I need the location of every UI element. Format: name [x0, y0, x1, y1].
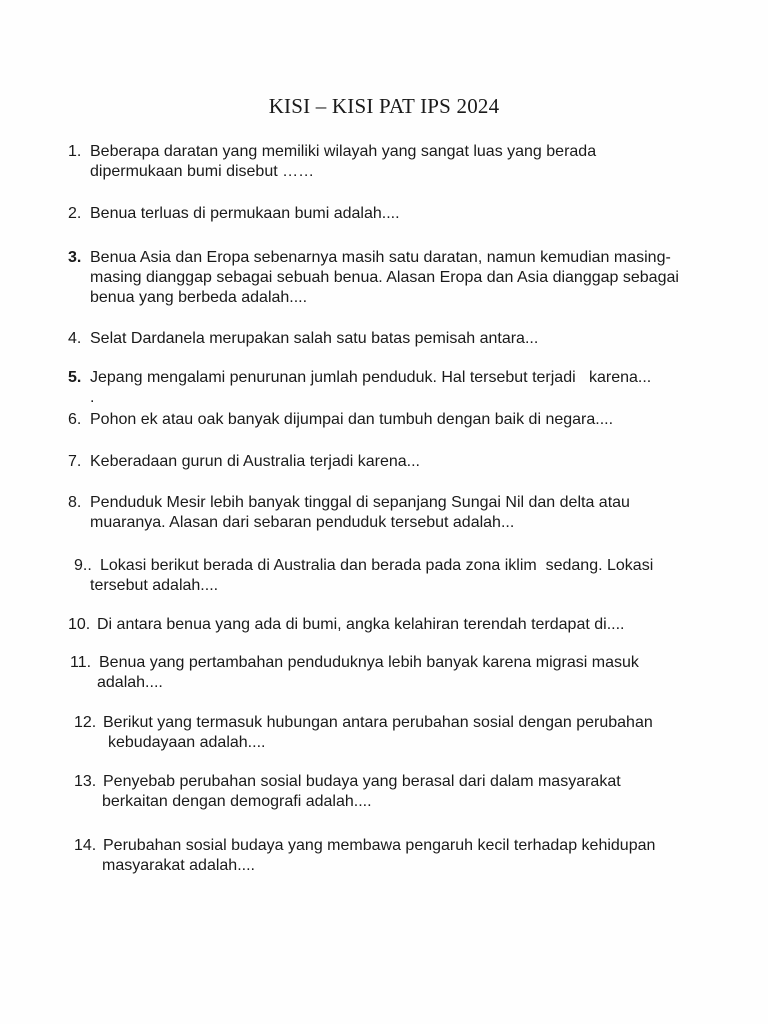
question-text: Jepang mengalami penurunan jumlah penduduk. Hal tersebut terjadi karena... — [90, 369, 652, 386]
question-text: Di antara benua yang ada di bumi, angka kelahiran terendah terdapat di.... — [97, 616, 625, 633]
question-number: 3. — [68, 249, 82, 266]
question-9 — [74, 556, 653, 596]
question-number: 9.. — [74, 557, 92, 574]
question-text: Beberapa daratan yang memiliki wilayah yang sangat luas yang berada — [90, 143, 597, 160]
question-10 — [68, 615, 624, 635]
question-text-cont: tersebut adalah.... — [90, 577, 219, 594]
question-12 — [74, 713, 653, 753]
question-number: 4. — [68, 330, 82, 347]
question-text: Pohon ek atau oak banyak dijumpai dan tumbuh dengan baik di negara.... — [90, 411, 614, 428]
question-text-cont: berkaitan dengan demografi adalah.... — [102, 793, 372, 810]
question-4 — [68, 329, 538, 349]
question-text: Berikut yang termasuk hubungan antara perubahan sosial dengan perubahan — [103, 714, 653, 731]
question-number: 6. — [68, 411, 82, 428]
document-title: KISI – KISI PAT IPS 2024 — [268, 94, 500, 118]
question-text-cont: benua yang berbeda adalah.... — [90, 289, 308, 306]
question-11 — [70, 653, 639, 693]
question-number: 2. — [68, 205, 82, 222]
question-number: 5. — [68, 369, 82, 386]
question-text-cont: adalah.... — [97, 674, 163, 691]
question-number: 10. — [68, 616, 91, 633]
question-number: 7. — [68, 453, 82, 470]
question-text: Perubahan sosial budaya yang membawa pengaruh kecil terhadap kehidupan — [103, 837, 656, 854]
question-number: 14. — [74, 837, 97, 854]
question-5 — [68, 368, 651, 388]
stray-dot: . — [90, 389, 95, 406]
question-text: Lokasi berikut berada di Australia dan berada pada zona iklim sedang. Lokasi — [100, 557, 654, 574]
question-number: 11. — [70, 654, 92, 671]
question-number: 1. — [68, 143, 82, 160]
question-text: Benua yang pertambahan penduduknya lebih banyak karena migrasi masuk — [99, 654, 639, 671]
question-text-cont: muaranya. Alasan dari sebaran penduduk tersebut adalah... — [90, 514, 515, 531]
question-text-cont: kebudayaan adalah.... — [108, 734, 266, 751]
question-text-cont: masing dianggap sebagai sebuah benua. Alasan Eropa dan Asia dianggap sebagai — [90, 269, 679, 286]
question-text-cont: masyarakat adalah.... — [102, 857, 255, 874]
question-1 — [68, 142, 596, 182]
question-14 — [74, 836, 655, 876]
question-text: Benua Asia dan Eropa sebenarnya masih satu daratan, namun kemudian masing- — [90, 249, 671, 266]
question-text: Benua terluas di permukaan bumi adalah.... — [90, 205, 400, 222]
question-text: Selat Dardanela merupakan salah satu batas pemisah antara... — [90, 330, 539, 347]
question-2 — [68, 204, 400, 224]
question-3 — [68, 248, 679, 308]
question-6 — [68, 410, 613, 430]
question-13 — [74, 772, 621, 812]
question-text-cont: dipermukaan bumi disebut …… — [90, 163, 315, 180]
question-text: Keberadaan gurun di Australia terjadi karena... — [90, 453, 420, 470]
question-number: 13. — [74, 773, 97, 790]
question-8 — [68, 493, 630, 533]
question-number: 8. — [68, 494, 82, 511]
question-7 — [68, 452, 420, 472]
question-text: Penduduk Mesir lebih banyak tinggal di sepanjang Sungai Nil dan delta atau — [90, 494, 630, 511]
question-number: 12. — [74, 714, 97, 731]
question-text: Penyebab perubahan sosial budaya yang berasal dari dalam masyarakat — [103, 773, 621, 790]
